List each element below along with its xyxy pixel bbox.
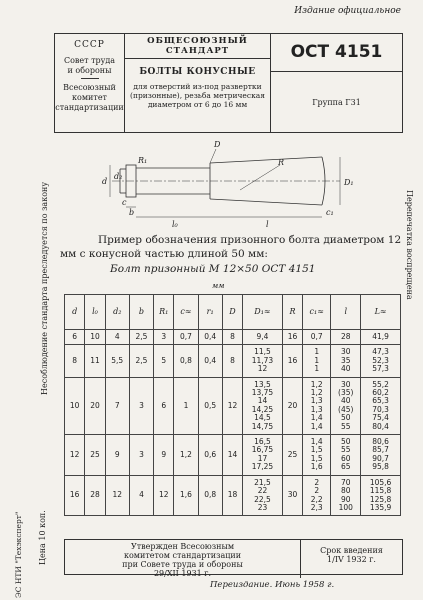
cell-value: 50 — [340, 437, 351, 447]
table-cell — [282, 377, 302, 434]
table-cell — [105, 475, 129, 516]
designation-example-code: Болт призонный М 12×50 ОСТ 4151 — [110, 263, 316, 275]
table-cell — [361, 345, 401, 377]
table-cell — [85, 475, 105, 516]
cell-value: 1,2 — [310, 379, 323, 389]
cell-value: 0,4 — [204, 355, 217, 365]
table-cell — [129, 345, 153, 377]
cone-bottom-edge — [210, 199, 322, 205]
separator-dash — [81, 78, 99, 79]
dimensions-table — [64, 294, 401, 516]
cell-value: 95,8 — [372, 462, 389, 472]
cell-value: 0,6 — [204, 449, 217, 459]
approval-block — [65, 540, 301, 578]
cell-value: 12 — [227, 400, 238, 410]
table-cell — [331, 377, 361, 434]
effective-date-block — [301, 540, 402, 578]
table-cell — [361, 435, 401, 476]
cell-value: 16 — [287, 332, 298, 341]
cell-value: 30 — [287, 490, 298, 500]
table-cell — [361, 475, 401, 516]
cell-value: 30 — [340, 379, 351, 389]
cell-value: 12 — [257, 364, 268, 374]
cell-value: 2,5 — [135, 332, 148, 341]
table-cell — [85, 377, 105, 434]
cell-value: 0,7 — [180, 332, 192, 341]
cell-value: 11,5 — [254, 347, 271, 357]
table-cell — [243, 475, 283, 516]
cell-value: 60,2 — [372, 388, 389, 398]
column-header: c≈ — [174, 295, 198, 330]
approval-line-1: Утвержден Всесоюзным — [130, 542, 235, 551]
cell-value: 13,5 — [254, 379, 271, 389]
table-cell — [174, 435, 198, 476]
cell-value: 12 — [69, 449, 80, 459]
standard-header — [54, 33, 403, 133]
cell-value: 55 — [340, 421, 351, 431]
cell-value: 1 — [314, 347, 320, 357]
cell-value: 0,5 — [204, 400, 217, 410]
cell-value: 85,7 — [372, 445, 389, 455]
table-row — [65, 435, 401, 476]
table-cell — [303, 330, 331, 345]
table-cell — [105, 377, 129, 434]
cell-value: 16,5 — [254, 437, 271, 447]
table-cell — [65, 435, 85, 476]
label-r1: R₁ — [138, 156, 148, 165]
cell-value: 2,5 — [135, 355, 148, 365]
committee-line-1: Всесоюзный комитет — [63, 83, 116, 102]
table-cell — [198, 475, 222, 516]
cell-value: 41,9 — [372, 332, 389, 341]
cell-value: 11,73 — [251, 355, 274, 365]
cell-value: 1,3 — [310, 396, 323, 406]
cell-value: 1,5 — [310, 453, 323, 463]
cell-value: 1,6 — [180, 490, 192, 500]
table-cell — [174, 330, 198, 345]
table-cell — [85, 330, 105, 345]
cell-value: 23 — [257, 502, 268, 512]
cell-value: 14 — [227, 449, 238, 459]
table-cell — [222, 330, 242, 345]
label-D: D — [214, 140, 221, 149]
table-cell — [282, 345, 302, 377]
cell-value: 9 — [114, 449, 120, 459]
table-cell — [198, 435, 222, 476]
subtitle-line-2: (призонные), резьба метрическая — [130, 91, 265, 100]
table-cell — [303, 345, 331, 377]
cell-value: 60 — [340, 453, 351, 463]
table-row — [65, 475, 401, 516]
table-cell — [129, 435, 153, 476]
label-l0: l₀ — [172, 220, 178, 229]
column-header: c₁≈ — [303, 295, 331, 330]
cell-value: 28 — [340, 332, 351, 341]
cell-value: 14,75 — [251, 421, 274, 431]
cell-value: 70 — [340, 477, 351, 487]
cell-value: 80,4 — [372, 421, 389, 431]
cell-value: 9,4 — [256, 332, 269, 341]
table-cell — [85, 345, 105, 377]
cell-value: 57,3 — [372, 364, 389, 374]
table-cell — [65, 345, 85, 377]
cell-value: 3 — [139, 400, 144, 410]
standard-number: ОСТ 4151 — [271, 34, 402, 72]
designation-example-text: Пример обозначения призонного болта диаметром 12 мм с конусной частью длиной 50 мм: — [60, 234, 402, 260]
table-cell — [331, 330, 361, 345]
cell-value: 21,5 — [254, 477, 271, 487]
cell-value: 80 — [340, 486, 351, 496]
table-cell — [282, 435, 302, 476]
table-row — [65, 377, 401, 434]
cell-value: 1,2 — [180, 449, 192, 459]
table-cell — [243, 435, 283, 476]
committee-line-2: стандартизации — [55, 103, 124, 112]
cell-value: 40 — [340, 396, 351, 406]
price-label: Цена 10 коп. — [38, 510, 47, 565]
cell-value: 5,5 — [111, 355, 124, 365]
table-cell — [154, 475, 174, 516]
cell-value: 20 — [287, 400, 298, 410]
table-cell — [105, 345, 129, 377]
approval-footer — [64, 539, 403, 578]
cell-value: 12 — [158, 490, 169, 500]
issuer-column — [55, 34, 125, 132]
cell-value: 25 — [90, 449, 100, 459]
number-column — [271, 34, 402, 132]
cell-value: 2 — [314, 486, 320, 496]
table-cell — [222, 345, 242, 377]
table-cell — [198, 345, 222, 377]
table-cell — [282, 330, 302, 345]
label-d: d — [102, 177, 108, 186]
approval-line-2: комитетом стандартизации — [123, 551, 242, 560]
cell-value: 12 — [112, 490, 123, 500]
table-cell — [303, 377, 331, 434]
table-cell — [65, 475, 85, 516]
cell-value: 16 — [69, 490, 80, 500]
cell-value: 6 — [72, 332, 78, 341]
cell-value: 14,5 — [254, 413, 271, 423]
cell-value: 0,7 — [310, 332, 323, 341]
table-cell — [154, 435, 174, 476]
cell-value: 30 — [340, 347, 351, 357]
table-cell — [198, 330, 222, 345]
column-header: R₁ — [154, 295, 174, 330]
cell-value: 6 — [161, 400, 167, 410]
table-cell — [154, 345, 174, 377]
table-cell — [331, 435, 361, 476]
table-cell — [174, 345, 198, 377]
cell-value: 90,7 — [372, 453, 389, 463]
cell-value: 52,3 — [372, 355, 389, 365]
table-cell — [129, 475, 153, 516]
subtitle-line-1: для отверстий из-под развертки — [133, 82, 262, 91]
cell-value: 2,2 — [310, 494, 323, 504]
cell-value: 3 — [161, 332, 167, 341]
table-cell — [154, 330, 174, 345]
cell-value: 1 — [314, 364, 320, 374]
table-cell — [105, 330, 129, 345]
council-line-2: и обороны — [67, 66, 112, 75]
label-R: R — [278, 158, 285, 167]
cell-value: 17 — [257, 453, 268, 463]
column-header: d₂ — [105, 295, 129, 330]
standard-title: БОЛТЫ КОНУСНЫЕ — [139, 67, 256, 77]
reprint-prohibited: Перепечатка воспрещена — [405, 190, 414, 300]
reprint-note: Переиздание. Июнь 1958 г. — [210, 580, 335, 590]
approval-line-4: 29/XII 1931 г. — [153, 569, 212, 578]
table-cell — [243, 377, 283, 434]
label-c: c — [122, 198, 127, 207]
cell-value: 40 — [340, 364, 351, 374]
cell-value: 125,8 — [369, 494, 392, 504]
table-cell — [129, 330, 153, 345]
cone-top-edge — [210, 157, 322, 163]
effective-line-1: Срок введения — [320, 546, 383, 555]
cell-value: 2,3 — [310, 502, 323, 512]
standard-group: Группа Г31 — [312, 98, 361, 107]
cell-value: 7 — [114, 400, 120, 410]
label-b: b — [129, 208, 135, 217]
cell-value: 1,5 — [310, 445, 323, 455]
table-cell — [65, 330, 85, 345]
column-header: d — [65, 295, 85, 330]
table-cell — [282, 475, 302, 516]
cell-value: 135,9 — [369, 502, 392, 512]
table-cell — [243, 345, 283, 377]
cell-value: 8 — [72, 355, 78, 365]
cell-value: 4 — [139, 490, 144, 500]
official-edition-note: Издание официальное — [294, 6, 401, 16]
cell-value: 9 — [161, 449, 167, 459]
cell-value: 55 — [340, 445, 351, 455]
cell-value: 10 — [90, 332, 100, 341]
cell-value: 105,6 — [369, 477, 392, 487]
cell-value: 10 — [69, 400, 80, 410]
cell-value: 2 — [314, 477, 320, 487]
column-header: D — [222, 295, 242, 330]
cell-value: 55,2 — [372, 379, 389, 389]
cell-value: 13,75 — [251, 388, 274, 398]
label-c1: c₁ — [326, 208, 334, 217]
table-cell — [222, 435, 242, 476]
cell-value: (45) — [338, 404, 354, 414]
cell-value: 65,3 — [372, 396, 389, 406]
label-l: l — [266, 220, 269, 229]
column-header: r₁ — [198, 295, 222, 330]
title-column — [125, 34, 271, 132]
cell-value: 0,4 — [204, 332, 217, 341]
table-cell — [198, 377, 222, 434]
table-cell — [222, 475, 242, 516]
cell-value: (35) — [338, 388, 354, 398]
table-unit: мм — [212, 281, 225, 290]
column-header: L≈ — [361, 295, 401, 330]
cell-value: 115,8 — [369, 486, 392, 496]
effective-line-2: 1/IV 1932 г. — [327, 555, 376, 564]
cell-value: 1 — [183, 400, 189, 410]
cell-value: 80,6 — [372, 437, 389, 447]
table-row — [65, 345, 401, 377]
table-cell — [65, 377, 85, 434]
cell-value: 1,6 — [310, 462, 323, 472]
law-notice: Несоблюдение стандарта преследуется по закону — [40, 181, 49, 395]
cell-value: 90 — [340, 494, 351, 504]
cell-value: 1,4 — [310, 437, 323, 447]
cell-value: 1 — [314, 355, 320, 365]
cell-value: 3 — [139, 449, 144, 459]
cell-value: 100 — [338, 502, 353, 512]
cell-value: 50 — [340, 413, 351, 423]
cell-value: 1,3 — [310, 404, 323, 414]
council-line-1: Совет труда — [63, 56, 116, 65]
column-header: b — [129, 295, 153, 330]
label-d2: d₂ — [114, 172, 123, 181]
cell-value: 14,25 — [251, 404, 274, 414]
cell-value: 11 — [90, 355, 100, 365]
cell-value: 25 — [287, 449, 298, 459]
table-cell — [303, 435, 331, 476]
cell-value: 17,25 — [251, 462, 274, 472]
label-D1: D₁ — [344, 178, 354, 187]
cell-value: 1,2 — [310, 388, 323, 398]
table-cell — [331, 475, 361, 516]
cell-value: 0,8 — [204, 490, 217, 500]
table-row — [65, 330, 401, 345]
table-cell — [361, 330, 401, 345]
cell-value: 5 — [161, 355, 167, 365]
subtitle-line-3: диаметром от 6 до 16 мм — [147, 100, 248, 109]
column-header: l — [331, 295, 361, 330]
country-label: СССР — [74, 40, 105, 50]
table-cell — [105, 435, 129, 476]
cell-value: 0,8 — [180, 355, 192, 365]
cell-value: 1,4 — [310, 413, 323, 423]
table-header-row — [65, 295, 401, 330]
table-cell — [243, 330, 283, 345]
table-cell — [85, 435, 105, 476]
cell-value: 70,3 — [372, 404, 389, 414]
cell-value: 16,75 — [251, 445, 274, 455]
table-cell — [174, 377, 198, 434]
cell-value: 35 — [340, 355, 351, 365]
cell-value: 8 — [230, 332, 235, 341]
cell-value: 18 — [227, 490, 238, 500]
cell-value: 1,4 — [310, 421, 323, 431]
column-header: l₀ — [85, 295, 105, 330]
cell-value: 65 — [340, 462, 351, 472]
column-header: D₁≈ — [243, 295, 283, 330]
cell-value: 8 — [230, 355, 235, 365]
cell-value: 22,5 — [254, 494, 271, 504]
cell-value: 20 — [90, 400, 100, 410]
source-stamp: ЭС НТИ "Техэксперт" — [14, 511, 23, 598]
cell-value: 47,3 — [372, 347, 389, 357]
cell-value: 14 — [257, 396, 268, 406]
bolt-drawing — [90, 135, 360, 230]
approval-line-3: при Совете труда и обороны — [122, 560, 243, 569]
column-header: R — [282, 295, 302, 330]
cell-value: 22 — [257, 486, 268, 496]
cell-value: 28 — [90, 490, 100, 500]
cell-value: 16 — [287, 355, 298, 365]
table-cell — [154, 377, 174, 434]
standard-type: ОБЩЕСОЮЗНЫЙ СТАНДАРТ — [125, 34, 270, 59]
table-cell — [129, 377, 153, 434]
table-cell — [303, 475, 331, 516]
table-cell — [361, 377, 401, 434]
table-cell — [222, 377, 242, 434]
cell-value: 75,4 — [372, 413, 389, 423]
table-cell — [331, 345, 361, 377]
cell-value: 4 — [114, 332, 120, 341]
table-cell — [174, 475, 198, 516]
